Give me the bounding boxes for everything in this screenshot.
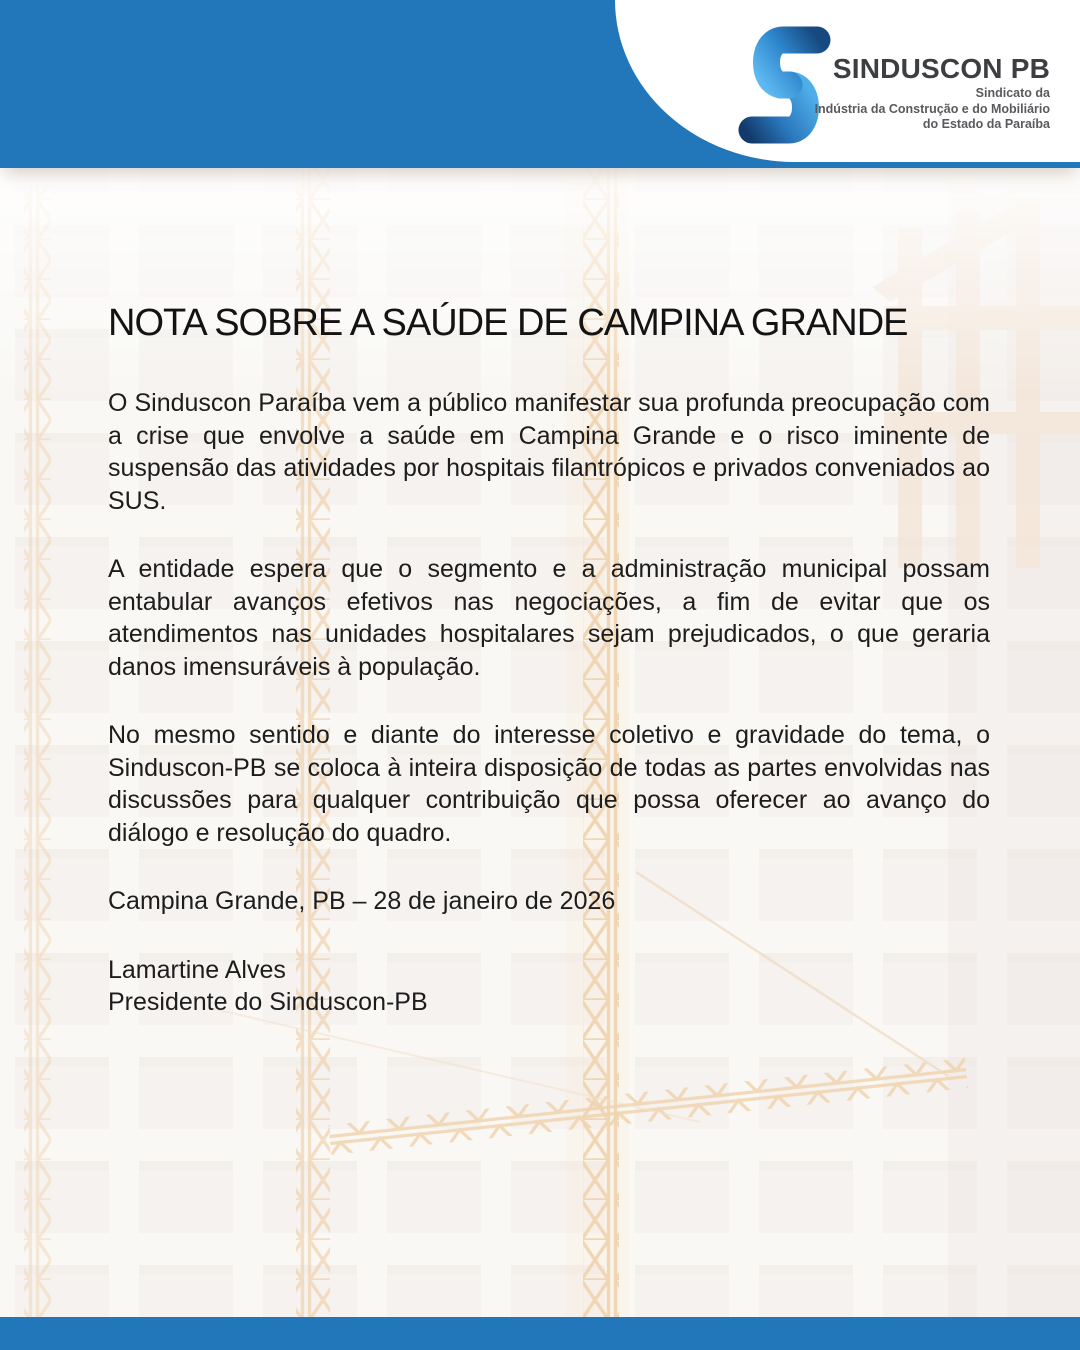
footer-band xyxy=(0,1317,1080,1350)
logo-tagline-line: do Estado da Paraíba xyxy=(922,117,1050,131)
note-paragraph-3: No mesmo sentido e diante do interesse coletivo e gravidade do tema, o Sinduscon-PB se coloca à inteira disposição de todas as partes envolvidas nas discussões para qualquer contribuição que possa oferecer ao avanço do diálogo e resolução do quadro. xyxy=(108,721,990,847)
logo-tagline-line: Sindicato da xyxy=(975,86,1050,100)
note-dateline: Campina Grande, PB – 28 de janeiro de 2026 xyxy=(108,887,616,915)
note-title: NOTA SOBRE A SAÚDE DE CAMPINA GRANDE xyxy=(108,302,908,344)
signature-role: Presidente do Sinduscon-PB xyxy=(108,988,428,1016)
signature-name: Lamartine Alves xyxy=(108,955,286,984)
note-paragraph-1: O Sinduscon Paraíba vem a público manifestar sua profunda preocupação com a crise que envolve a saúde em Campina Grande e o risco iminente de suspensão das atividades por hospitais filantrópicos e privados conveniados ao SUS. xyxy=(108,389,990,515)
logo-tagline-line: Indústria da Construção e do Mobiliário xyxy=(814,101,1050,116)
logo-brand-text: SINDUSCON PB xyxy=(832,53,1050,84)
logo-tagline xyxy=(815,86,1050,133)
note-paragraph-2: A entidade espera que o segmento e a administração municipal possam entabular avanços efetivos nas negociações, a fim de evitar que os atendimentos nas unidades hospitalares sejam prejudicados, o que geraria danos imensuráveis à população. xyxy=(108,555,990,681)
